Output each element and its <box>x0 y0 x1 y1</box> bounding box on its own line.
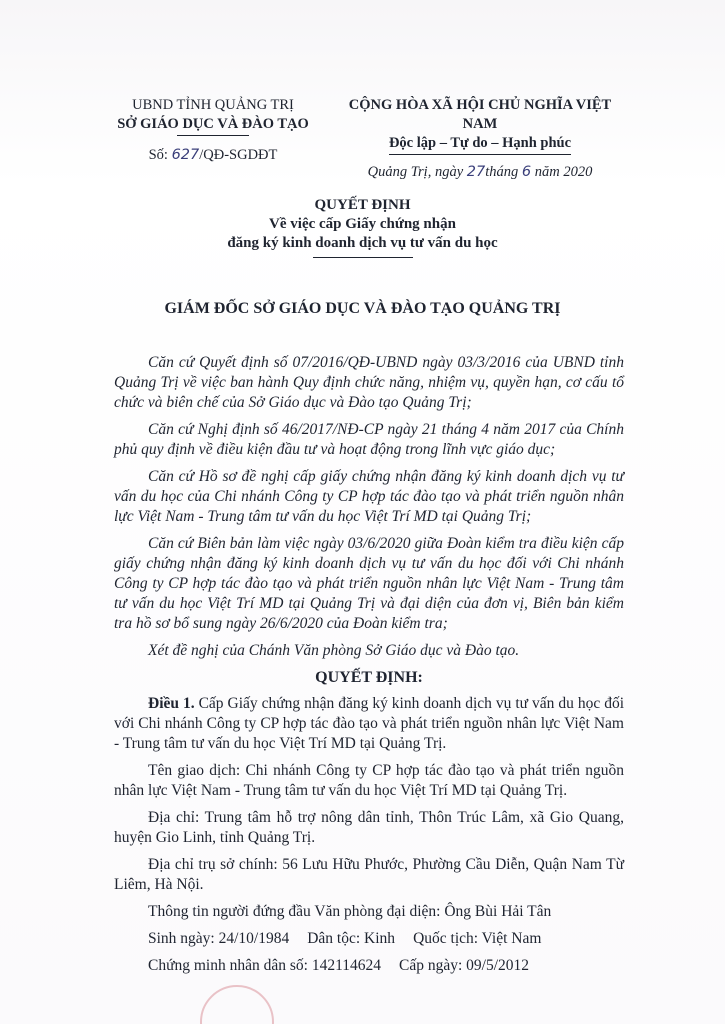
person-ethnicity: Dân tộc: Kinh <box>307 930 396 947</box>
document-body <box>114 353 624 983</box>
title-line-1: QUYẾT ĐỊNH <box>314 197 411 213</box>
day-handwritten: 27 <box>466 164 486 180</box>
decision-title <box>0 196 725 258</box>
authority-line-1: UBND TỈNH QUẢNG TRỊ <box>132 97 294 113</box>
preamble-paragraph: Xét đề nghị của Chánh Văn phòng Sở Giáo dục và Đào tạo. <box>148 642 520 659</box>
national-motto: Độc lập – Tự do – Hạnh phúc <box>389 134 571 155</box>
article-1 <box>114 694 624 754</box>
detail-paragraph: Địa chỉ trụ sở chính: 56 Lưu Hữu Phước, Phường Cầu Diễn, Quận Nam Từ Liêm, Hà Nội. <box>114 856 624 893</box>
article-1-label: Điều 1. <box>148 695 195 712</box>
official-stamp-seal <box>200 985 274 1024</box>
national-header <box>330 96 630 182</box>
detail-paragraph: Tên giao dịch: Chi nhánh Công ty CP hợp tác đào tạo và phát triển nguồn nhân lực Việt Nam - Trung tâm tư vấn du học Việt Trí MD tại Quảng Trị. <box>114 762 624 799</box>
preamble-paragraph: Căn cứ Biên bản làm việc ngày 03/6/2020 giữa Đoàn kiểm tra điều kiện cấp giấy chứng nhận đăng ký kinh doanh dịch vụ tư vấn du học đối với Chi nhánh Công ty CP hợp tác đào tạo và phát triển nguồn nhân lực Việt Nam - Trung tâm tư vấn du học Việt Trí MD tại Quảng Trị và đại diện của đơn vị, Biên bản kiểm tra hồ sơ bổ sung ngày 26/6/2020 của Đoàn kiểm tra; <box>114 535 624 632</box>
person-issue-date: Cấp ngày: 09/5/2012 <box>399 957 530 974</box>
date-suffix: năm 2020 <box>531 164 593 180</box>
month-handwritten: 6 <box>521 164 532 180</box>
issue-date <box>330 163 630 182</box>
detail-paragraph: Địa chỉ: Trung tâm hỗ trợ nông dân tỉnh, Thôn Trúc Lâm, xã Gio Quang, huyện Gio Linh, tỉnh Quảng Trị. <box>114 809 624 846</box>
authority-line-2: SỞ GIÁO DỤC VÀ ĐÀO TẠO <box>117 116 309 132</box>
title-line-3: đăng ký kinh doanh dịch vụ tư vấn du học <box>227 235 498 251</box>
national-title: CỘNG HÒA XÃ HỘI CHỦ NGHĨA VIỆT NAM <box>348 97 612 132</box>
number-handwritten: 627 <box>171 147 200 163</box>
number-prefix: Số: <box>148 147 172 163</box>
decision-heading: QUYẾT ĐỊNH: <box>315 669 423 686</box>
director-heading: GIÁM ĐỐC SỞ GIÁO DỤC VÀ ĐÀO TẠO QUẢNG TRỊ <box>164 300 561 317</box>
title-line-2: Về việc cấp Giấy chứng nhận <box>269 216 456 232</box>
preamble-paragraph: Căn cứ Nghị định số 46/2017/NĐ-CP ngày 21 tháng 4 năm 2017 của Chính phủ quy định về điều kiện đầu tư và hoạt động trong lĩnh vực giáo dục; <box>114 421 624 458</box>
document-number <box>108 146 318 165</box>
date-prefix: Quảng Trị, ngày <box>367 164 467 180</box>
date-mid: tháng <box>485 164 522 180</box>
preamble-paragraph: Căn cứ Quyết định số 07/2016/QĐ-UBND ngày 03/3/2016 của UBND tỉnh Quảng Trị về việc ban hành Quy định chức năng, nhiệm vụ, quyền hạn, cơ cấu tổ chức và biên chế của Sở Giáo dục và Đào tạo Quảng Trị; <box>114 354 624 411</box>
number-suffix: /QĐ-SGDĐT <box>199 147 278 163</box>
person-info-line-1 <box>114 929 624 949</box>
article-1-text: Cấp Giấy chứng nhận đăng ký kinh doanh dịch vụ tư vấn du học đối với Chi nhánh Công ty CP hợp tác đào tạo và phát triển nguồn nhân lực Việt Nam - Trung tâm tư vấn du học Việt Trí MD tại Quảng Trị. <box>114 695 624 752</box>
preamble-paragraph: Căn cứ Hồ sơ đề nghị cấp giấy chứng nhận đăng ký kinh doanh dịch vụ tư vấn du học của Chi nhánh Công ty CP hợp tác đào tạo và phát triển nguồn nhân lực Việt Nam - Trung tâm tư vấn du học Việt Trí MD tại Quảng Trị; <box>114 468 624 525</box>
title-underline <box>313 257 413 258</box>
person-info-line-2 <box>114 956 624 976</box>
authority-underline <box>177 135 249 136</box>
person-id: Chứng minh nhân dân số: 142114624 <box>148 957 381 974</box>
detail-paragraph: Thông tin người đứng đầu Văn phòng đại diện: Ông Bùi Hải Tân <box>148 903 552 920</box>
person-nationality: Quốc tịch: Việt Nam <box>413 930 542 947</box>
issuing-authority <box>108 96 318 165</box>
person-dob: Sinh ngày: 24/10/1984 <box>148 930 290 947</box>
